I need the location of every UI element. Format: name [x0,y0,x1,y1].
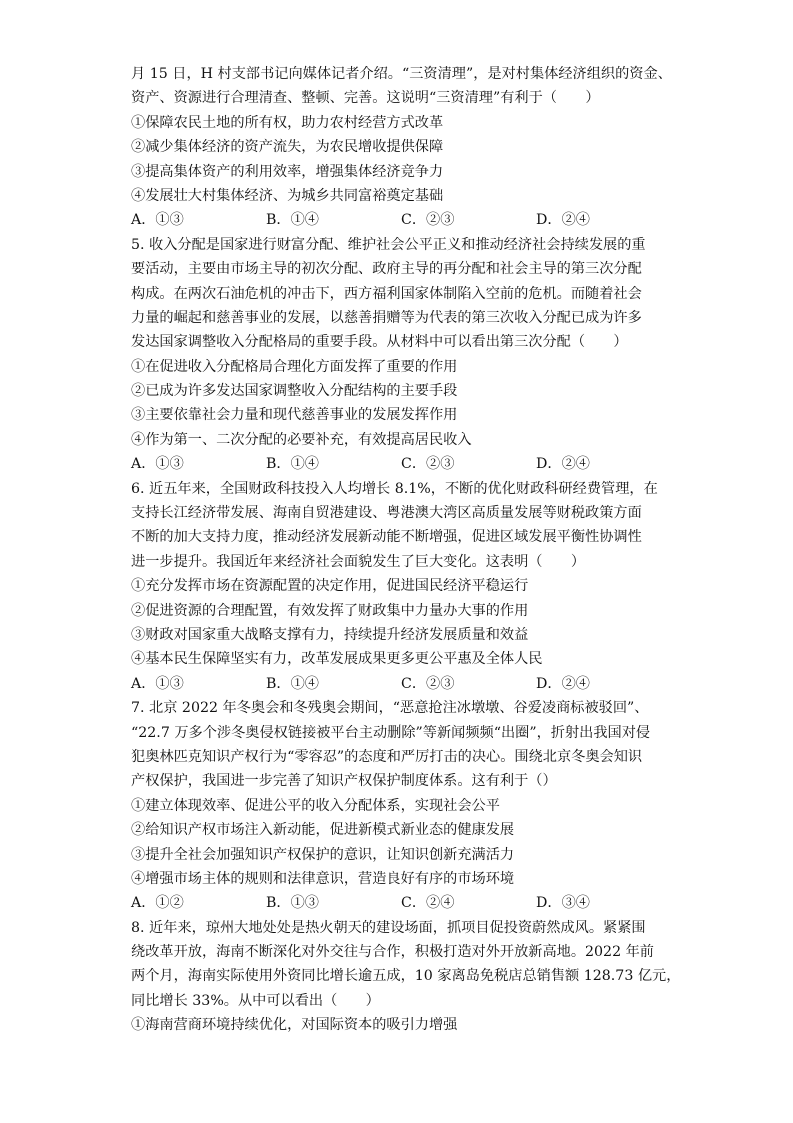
question-5 [131,233,671,477]
statement-item: ④发展壮大村集体经济、为城乡共同富裕奠定基础 [131,187,444,204]
statement-item: ①在促进收入分配格局合理化方面发挥了重要的作用 [131,358,458,375]
statement-item: ④基本民生保障坚实有力，改革发展成果更多更公平惠及全体人民 [131,651,543,668]
statement-item: ④增强市场主体的规则和法律意识，营造良好有序的市场环境 [131,870,515,887]
option-b: B．①④ [266,212,319,229]
answer-options [131,208,671,232]
question-stem-line: 两个月，海南实际使用外资同比增长逾五成，10 家离岛免税店总销售额 128.73 亿元， [131,968,681,985]
statement-item: ②促进资源的合理配置，有效发挥了财政集中力量办大事的作用 [131,602,529,619]
statement-item: ③主要依靠社会力量和现代慈善事业的发展发挥作用 [131,407,458,424]
option-a: A．①③ [131,675,184,692]
question-stem-line: 绕改革开放，海南不断深化对外交往与合作，积极打造对外开放新高地。2022 年前 [131,944,654,961]
statement-item: ②给知识产权市场注入新动能，促进新模式新业态的健康发展 [131,822,515,839]
question-stem-line: 要活动，主要由市场主导的初次分配、政府主导的再分配和社会主导的第三次分配 [131,261,642,278]
option-a: A．①③ [131,212,184,229]
statement-item: ④作为第一、二次分配的必要补充，有效提高居民收入 [131,431,472,448]
option-d: D．②④ [536,675,590,692]
statement-item: ②减少集体经济的资产流失，为农民增收提供保障 [131,139,444,156]
question-stem-line: 同比增长 33%。从中可以看出（ ） [131,992,380,1009]
option-c: C．②④ [401,895,455,912]
option-c: C．②③ [401,675,455,692]
question-stem-line: 力量的崛起和慈善事业的发展，以慈善捐赠等为代表的第三次收入分配已成为许多 [131,309,642,326]
question-4 [131,62,671,233]
answer-options [131,891,671,915]
option-c: C．②③ [401,456,455,473]
statement-item: ①保障农民土地的所有权，助力农村经营方式改革 [131,114,444,131]
option-b: B．①④ [266,456,319,473]
statement-item: ②已成为许多发达国家调整收入分配结构的主要手段 [131,383,458,400]
option-d: D．②④ [536,456,590,473]
question-stem-line: 发达国家调整收入分配格局的重要手段。从材料中可以看出第三次分配（ ） [131,334,628,351]
question-stem-line: “22.7 万多个涉冬奥侵权链接被平台主动删除”等新闻频频“出圈”，折射出我国对侵 [131,724,651,741]
answer-options [131,452,671,476]
statement-item: ①建立体现效率、促进公平的收入分配体系，实现社会公平 [131,797,500,814]
option-b: B．①③ [266,895,319,912]
question-6 [131,477,671,697]
option-d: D．②④ [536,212,590,229]
question-stem-line: 构成。在两次石油危机的冲击下，西方福利国家体制陷入空前的危机。而随着社会 [131,285,642,302]
question-stem-line: 7. 北京 2022 年冬奥会和冬残奥会期间，“恶意抢注冰墩墩、谷爱凌商标被驳回”、 [131,700,649,717]
question-stem-line: 进一步提升。我国近年来经济社会面貌发生了巨大变化。这表明（ ） [131,553,586,570]
option-d: D．③④ [536,895,590,912]
question-stem-line: 产权保护，我国进一步完善了知识产权保护制度体系。这有利于（） [131,773,557,790]
question-stem-line: 不断的加大支持力度，推动经济发展新动能不断增强，促进区域发展平衡性协调性 [131,529,642,546]
question-8 [131,916,681,1038]
exam-page [131,62,681,1038]
question-stem-line: 犯奥林匹克知识产权行为“零容忍”的态度和严厉打击的决心。围绕北京冬奥会知识 [131,748,643,765]
question-7 [131,696,671,916]
option-a: A．①② [131,895,184,912]
statement-item: ①海南营商环境持续优化，对国际资本的吸引力增强 [131,1017,458,1034]
option-c: C．②③ [401,212,455,229]
question-stem-line: 支持长江经济带发展、海南自贸港建设、粤港澳大湾区高质量发展等财税政策方面 [131,505,642,522]
option-a: A．①③ [131,456,184,473]
statement-item: ③提升全社会加强知识产权保护的意识，让知识创新充满活力 [131,846,515,863]
question-stem-line: 8. 近年来，琼州大地处处是热火朝天的建设场面，抓项目促投资蔚然成风。紧紧围 [131,919,646,936]
statement-item: ①充分发挥市场在资源配置的决定作用，促进国民经济平稳运行 [131,578,529,595]
statement-item: ③提高集体资产的利用效率，增强集体经济竞争力 [131,163,444,180]
question-stem-line: 6. 近五年来，全国财政科技投入人均增长 8.1%，不断的优化财政科研经费管理，在 [131,480,658,497]
statement-item: ③财政对国家重大战略支撑有力，持续提升经济发展质量和效益 [131,626,529,643]
question-stem-line: 5. 收入分配是国家进行财富分配、维护社会公平正义和推动经济社会持续发展的重 [131,236,646,253]
question-stem-line: 月 15 日，H 村支部书记向媒体记者介绍。“三资清理”，是对村集体经济组织的资金、 [131,66,672,82]
answer-options [131,672,671,696]
question-stem-line: 资产、资源进行合理清查、整顿、完善。这说明“三资清理”有利于（ ） [131,90,600,107]
option-b: B．①④ [266,675,319,692]
